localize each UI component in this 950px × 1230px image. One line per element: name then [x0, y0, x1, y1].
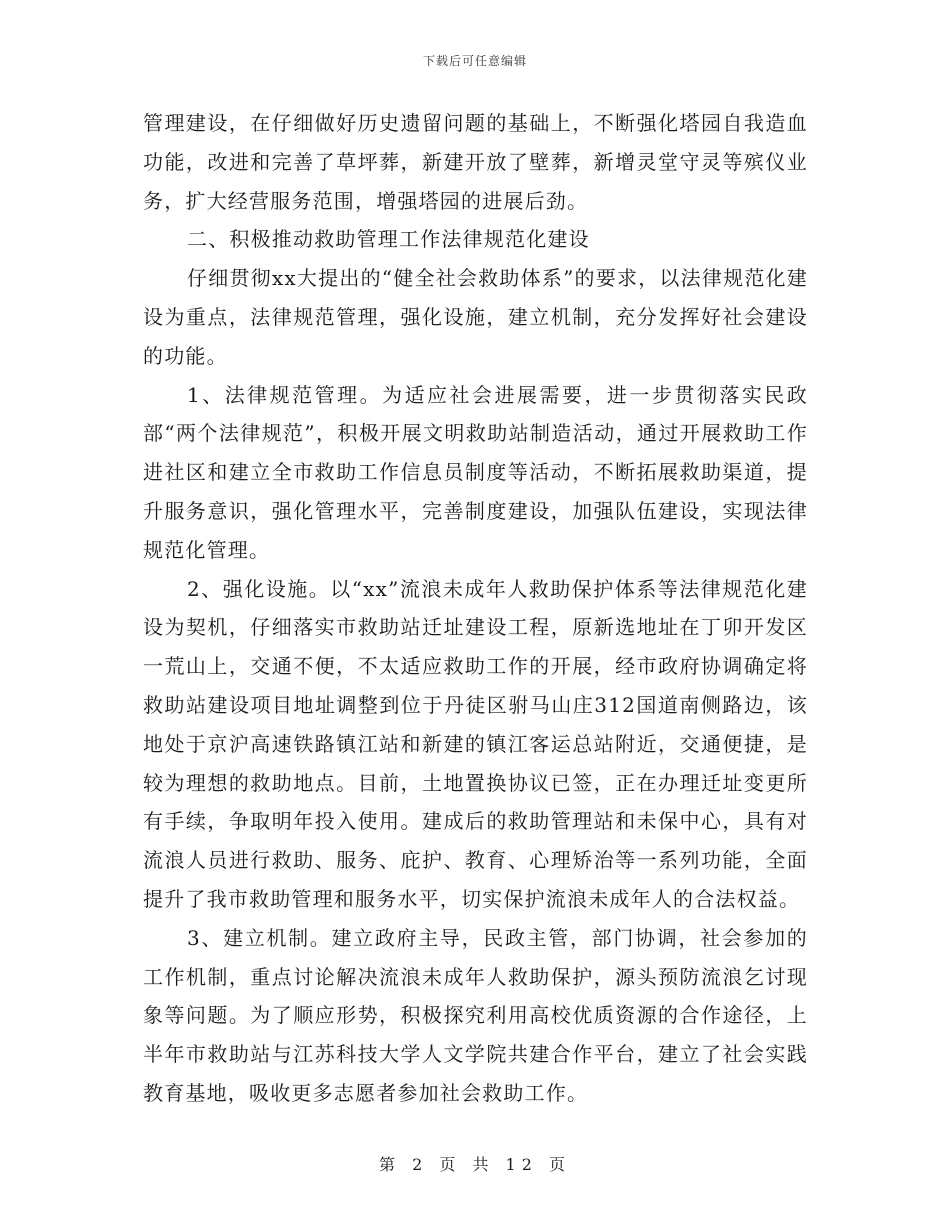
page-number-footer: 第 2 页 共 12 页	[379, 1155, 571, 1174]
paragraph-item-2: 2、强化设施。以“xx”流浪未成年人救助保护体系等法律规范化建设为契机，仔细落实市救助站迁址建设工程，原新选地址在丁卯开发区一荒山上，交通不便，不太适应救助工作的开展，经市政府协调确定将救助站建设项目地址调整到位于丹徒区驸马山庄312国道南侧路边，该地处于京沪高速铁路镇江站和新建的镇江客运总站附近，交通便捷，是较为理想的救助地点。目前，土地置换协议已签，正在办理迁址变更所有手续，争取明年投入使用。建成后的救助管理站和未保中心，具有对流浪人员进行救助、服务、庇护、教育、心理矫治等一系列功能，全面提升了我市救助管理和服务水平，切实保护流浪未成年人的合法权益。	[143, 576, 808, 911]
paragraph-intro: 仔细贯彻xx大提出的“健全社会救助体系”的要求，以法律规范化建设为重点，法律规范管理，强化设施，建立机制，充分发挥好社会建设的功能。	[143, 266, 808, 368]
document-body	[143, 104, 808, 1113]
paragraph-item-3: 3、建立机制。建立政府主导，民政主管，部门协调，社会参加的工作机制，重点讨论解决流浪未成年人救助保护，源头预防流浪乞讨现象等问题。为了顺应形势，积极探究利用高校优质资源的合作途径，上半年市救助站与江苏科技大学人文学院共建合作平台，建立了社会实践教育基地，吸收更多志愿者参加社会救助工作。	[143, 925, 808, 1105]
header-note: 下载后可任意编辑	[422, 54, 527, 68]
section-heading: 二、积极推动救助管理工作法律规范化建设	[187, 227, 590, 252]
paragraph-item-1: 1、法律规范管理。为适应社会进展需要，进一步贯彻落实民政部“两个法律规范”，积极开展文明救助站制造活动，通过开展救助工作进社区和建立全市救助工作信息员制度等活动，不断拓展救助渠道，提升服务意识，强化管理水平，完善制度建设，加强队伍建设，实现法律规范化管理。	[143, 382, 808, 562]
paragraph-continuation: 管理建设，在仔细做好历史遗留问题的基础上，不断强化塔园自我造血功能，改进和完善了草坪葬，新建开放了壁葬，新增灵堂守灵等殡仪业务，扩大经营服务范围，增强塔园的进展后劲。	[143, 111, 808, 213]
